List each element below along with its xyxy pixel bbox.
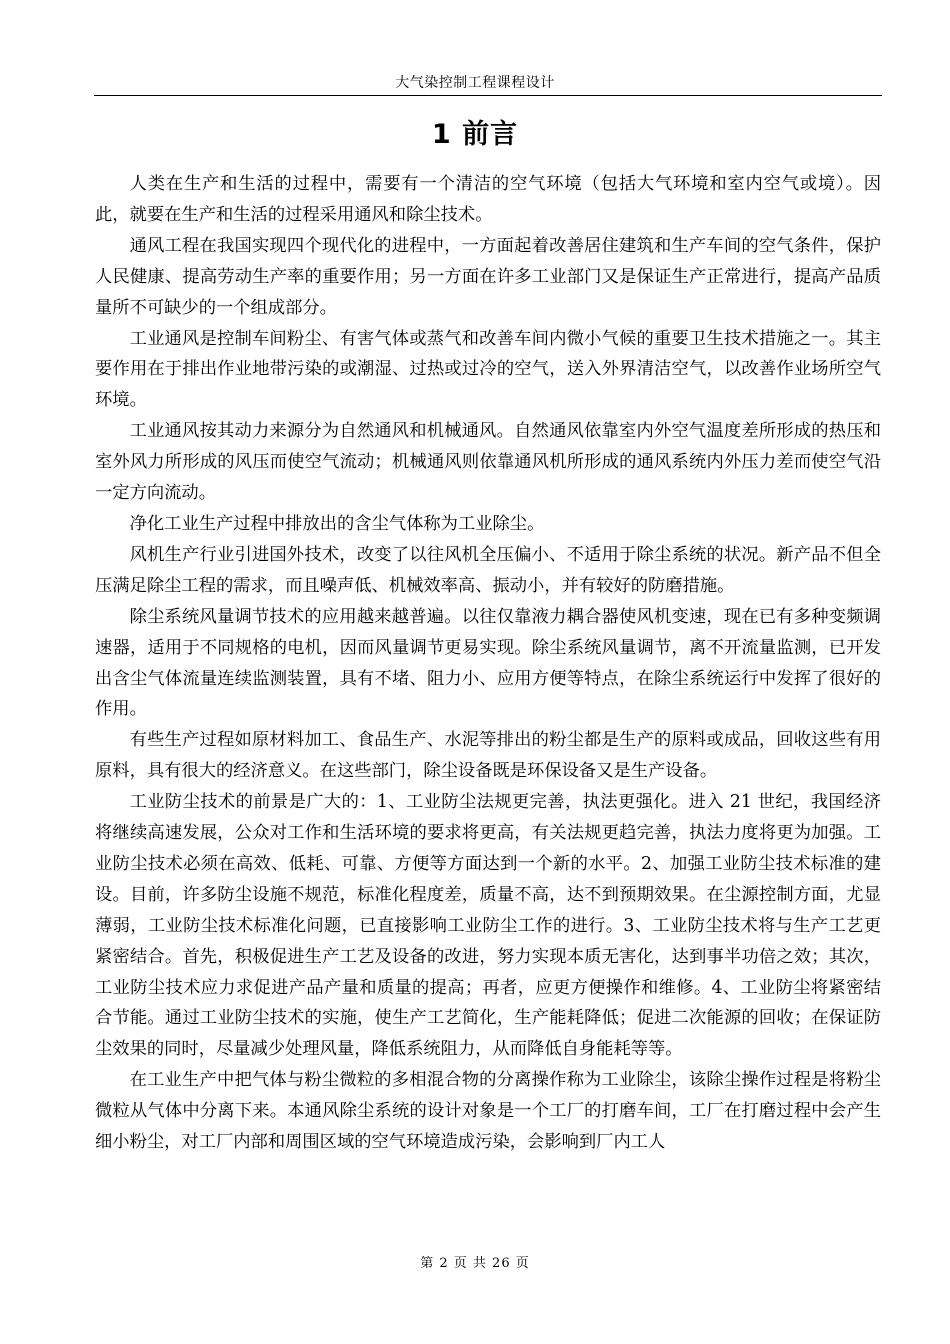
paragraph: 有些生产过程如原材料加工、食品生产、水泥等排出的粉尘都是生产的原料或成品，回收这些有用原料，具有很大的经济意义。在这些部门，除尘设备既是环保设备又是生产设备。 (95, 730, 881, 782)
paragraph: 除尘系统风量调节技术的应用越来越普遍。以往仅靠液力耦合器使风机变速，现在已有多种变频调速器，适用于不同规格的电机，因而风量调节更易实现。除尘系统风量调节，离不开流量监测，已开发出含尘气体流量连续监测装置，具有不堵、阻力小、应用方便等特点，在除尘系统运行中发挥了很好的作用。 (95, 606, 881, 720)
paragraph: 在工业生产中把气体与粉尘微粒的多相混合物的分离操作称为工业除尘，该除尘操作过程是将粉尘微粒从气体中分离下来。本通风除尘系统的设计对象是一个工厂的打磨车间，工厂在打磨过程中会产生细小粉尘，对工厂内部和周围区域的空气环境造成污染，会影响到厂内工人 (95, 1070, 881, 1153)
page-footer: 第 2 页 共 26 页 (420, 1256, 530, 1271)
running-header: 大气染控制工程课程设计 (395, 75, 555, 91)
paragraph: 风机生产行业引进国外技术，改变了以往风机全压偏小、不适用于除尘系统的状况。新产品不但全压满足除尘工程的需求，而且噪声低、机械效率高、振动小，并有较好的防磨措施。 (95, 544, 881, 596)
paragraph: 通风工程在我国实现四个现代化的进程中，一方面起着改善居住建筑和生产车间的空气条件，保护人民健康、提高劳动生产率的重要作用；另一方面在许多工业部门又是保证生产正常进行，提高产品质量所不可缺少的一个组成部分。 (95, 235, 881, 318)
body-text (95, 169, 881, 1158)
paragraph: 工业防尘技术的前景是广大的：1、工业防尘法规更完善，执法更强化。进入 21 世纪，我国经济将继续高速发展，公众对工作和生活环境的要求将更高，有关法规更趋完善，执法力度将更为加强。工业防尘技术必须在高效、低耗、可靠、方便等方面达到一个新的水平。2、加强工业防尘技术标准的建设。目前，许多防尘设施不规范，标准化程度差，质量不高，达不到预期效果。在尘源控制方面，尤显薄弱，工业防尘技术标准化问题，已直接影响工业防尘工作的进行。3、工业防尘技术将与生产工艺更紧密结合。首先，积极促进生产工艺及设备的改进，努力实现本质无害化，达到事半功倍之效；其次，工业防尘技术应力求促进产品产量和质量的提高；再者，应更方便操作和维修。4、工业防尘将紧密结合节能。通过工业防尘技术的实施，使生产工艺简化，生产能耗降低；促进二次能源的回收；在保证防尘效果的同时，尽量减少处理风量，降低系统阻力，从而降低自身能耗等等。 (95, 792, 881, 1060)
header-divider (94, 95, 882, 96)
paragraph: 工业通风按其动力来源分为自然通风和机械通风。自然通风依靠室内外空气温度差所形成的热压和室外风力所形成的风压而使空气流动；机械通风则依靠通风机所形成的通风系统内外压力差而使空气沿一定方向流动。 (95, 421, 881, 504)
paragraph: 人类在生产和生活的过程中，需要有一个清洁的空气环境（包括大气环境和室内空气或境）。因此，就要在生产和生活的过程采用通风和除尘技术。 (95, 174, 881, 225)
paragraph: 工业通风是控制车间粉尘、有害气体或蒸气和改善车间内微小气候的重要卫生技术措施之一。其主要作用在于排出作业地带污染的或潮湿、过热或过冷的空气，送入外界清洁空气，以改善作业场所空气环境。 (95, 328, 881, 411)
paragraph: 净化工业生产过程中排放出的含尘气体称为工业除尘。 (129, 513, 545, 534)
section-title: 1 前言 (431, 119, 519, 150)
